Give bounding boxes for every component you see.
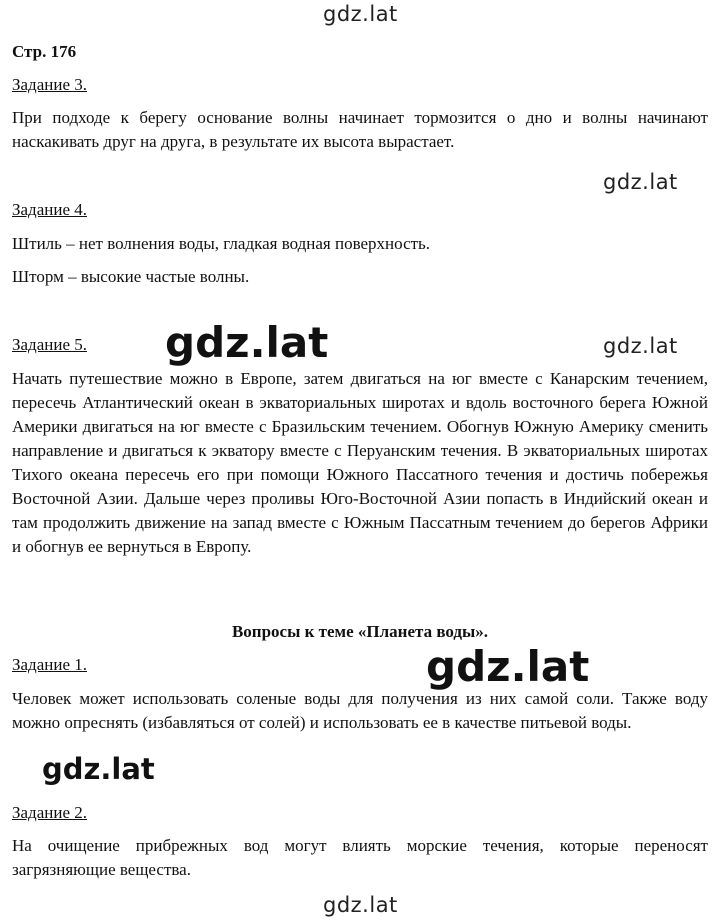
watermark-large-2: gdz.lat xyxy=(426,642,590,691)
question-2-label: Задание 2. xyxy=(12,803,87,822)
task-3-label: Задание 3. xyxy=(12,75,87,94)
question-1-label: Задание 1. xyxy=(12,655,87,674)
watermark-large-1: gdz.lat xyxy=(165,318,329,367)
task-5-text: Начать путешествие можно в Европе, затем двигаться на юг вместе с Канарским течением, пересечь Атлантический океан в экваториальных широтах и вдоль восточного берега Южной Америки двигаться на юг вместе с Бразильским течением. Обогнув Южную Америку сменить направление и двигаться к экватору вместе с Перуанским течения. В экваториальных широтах Тихого океана пересечь его при помощи Южного Пассатного течения и достичь побережья Восточной Азии. Дальше через проливы Юго-Восточной Азии попасть в Индийский океан и там продолжить движение на запад вместе с Южным Пассатным течением до берегов Африки и обогнув ее вернуться в Европу. xyxy=(12,369,708,556)
task-4-label: Задание 4. xyxy=(12,200,87,219)
watermark-bottom: gdz.lat xyxy=(323,893,398,917)
watermark-medium: gdz.lat xyxy=(42,752,155,786)
watermark-right-1: gdz.lat xyxy=(603,170,678,194)
watermark-top: gdz.lat xyxy=(323,2,398,26)
page-title: Стр. 176 xyxy=(12,42,77,61)
section-heading: Вопросы к теме «Планета воды». xyxy=(231,622,489,641)
question-1-text: Человек может использовать соленые воды для получения из них самой соли. Также воду можно опреснять (избавляться от солей) и использовать ее в качестве питьевой воды. xyxy=(12,689,708,732)
task-4-line-storm: Шторм – высокие частые волны. xyxy=(12,267,250,286)
task-3-text: При подходе к берегу основание волны начинает тормозится о дно и волны начинают наскакивать друг на друга, в результате их высота вырастает. xyxy=(12,108,708,151)
task-4-line-calm: Штиль – нет волнения воды, гладкая водная поверхность. xyxy=(12,234,431,253)
question-2-text: На очищение прибрежных вод могут влиять морские течения, которые переносят загрязняющие вещества. xyxy=(12,836,708,879)
watermark-right-2: gdz.lat xyxy=(603,334,678,358)
task-5-label: Задание 5. xyxy=(12,335,87,354)
